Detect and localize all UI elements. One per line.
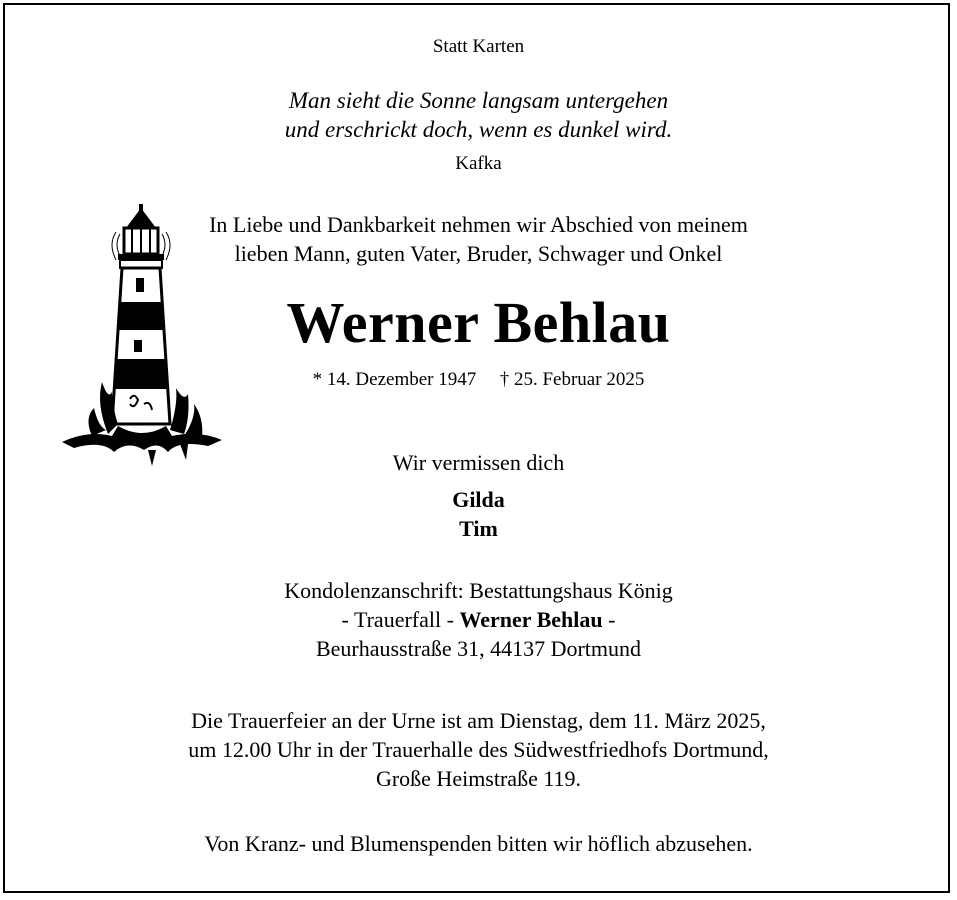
family-member-2: Tim [459, 516, 498, 541]
deceased-name: Werner Behlau [286, 290, 671, 355]
statt-karten-heading: Statt Karten [432, 36, 525, 57]
quote-line-2: und erschrickt doch, wenn es dunkel wird. [284, 117, 673, 142]
family-member-1: Gilda [452, 487, 505, 512]
quote-line-1: Man sieht die Sonne langsam untergehen [288, 88, 669, 113]
intro-line-1: In Liebe und Dankbarkeit nehmen wir Abschied von meinem [209, 212, 748, 237]
condolence-line-1: Kondolenzanschrift: Bestattungshaus König [284, 578, 673, 603]
quote-author: Kafka [455, 153, 502, 174]
condolence-prefix: - Trauerfall - [341, 607, 460, 632]
intro-line-2: lieben Mann, guten Vater, Bruder, Schwager und Onkel [234, 241, 723, 266]
ceremony-line-2: um 12.00 Uhr in der Trauerhalle des Südwestfriedhofs Dortmund, [188, 737, 769, 762]
ceremony-line-3: Große Heimstraße 119. [375, 766, 582, 791]
ceremony-line-1: Die Trauerfeier an der Urne ist am Dienstag, dem 11. März 2025, [191, 708, 766, 733]
condolence-line-2 [0, 607, 957, 633]
life-dates [0, 369, 957, 391]
birth-date: * 14. Dezember 1947 [312, 369, 477, 390]
miss-text: Wir vermissen dich [392, 450, 565, 475]
death-date: † 25. Februar 2025 [499, 369, 645, 390]
closing-text: Von Kranz- und Blumenspenden bitten wir höflich abzusehen. [204, 831, 753, 856]
condolence-address: Beurhausstraße 31, 44137 Dortmund [315, 636, 642, 661]
condolence-suffix: - [602, 607, 616, 632]
condolence-name: Werner Behlau [459, 607, 603, 632]
